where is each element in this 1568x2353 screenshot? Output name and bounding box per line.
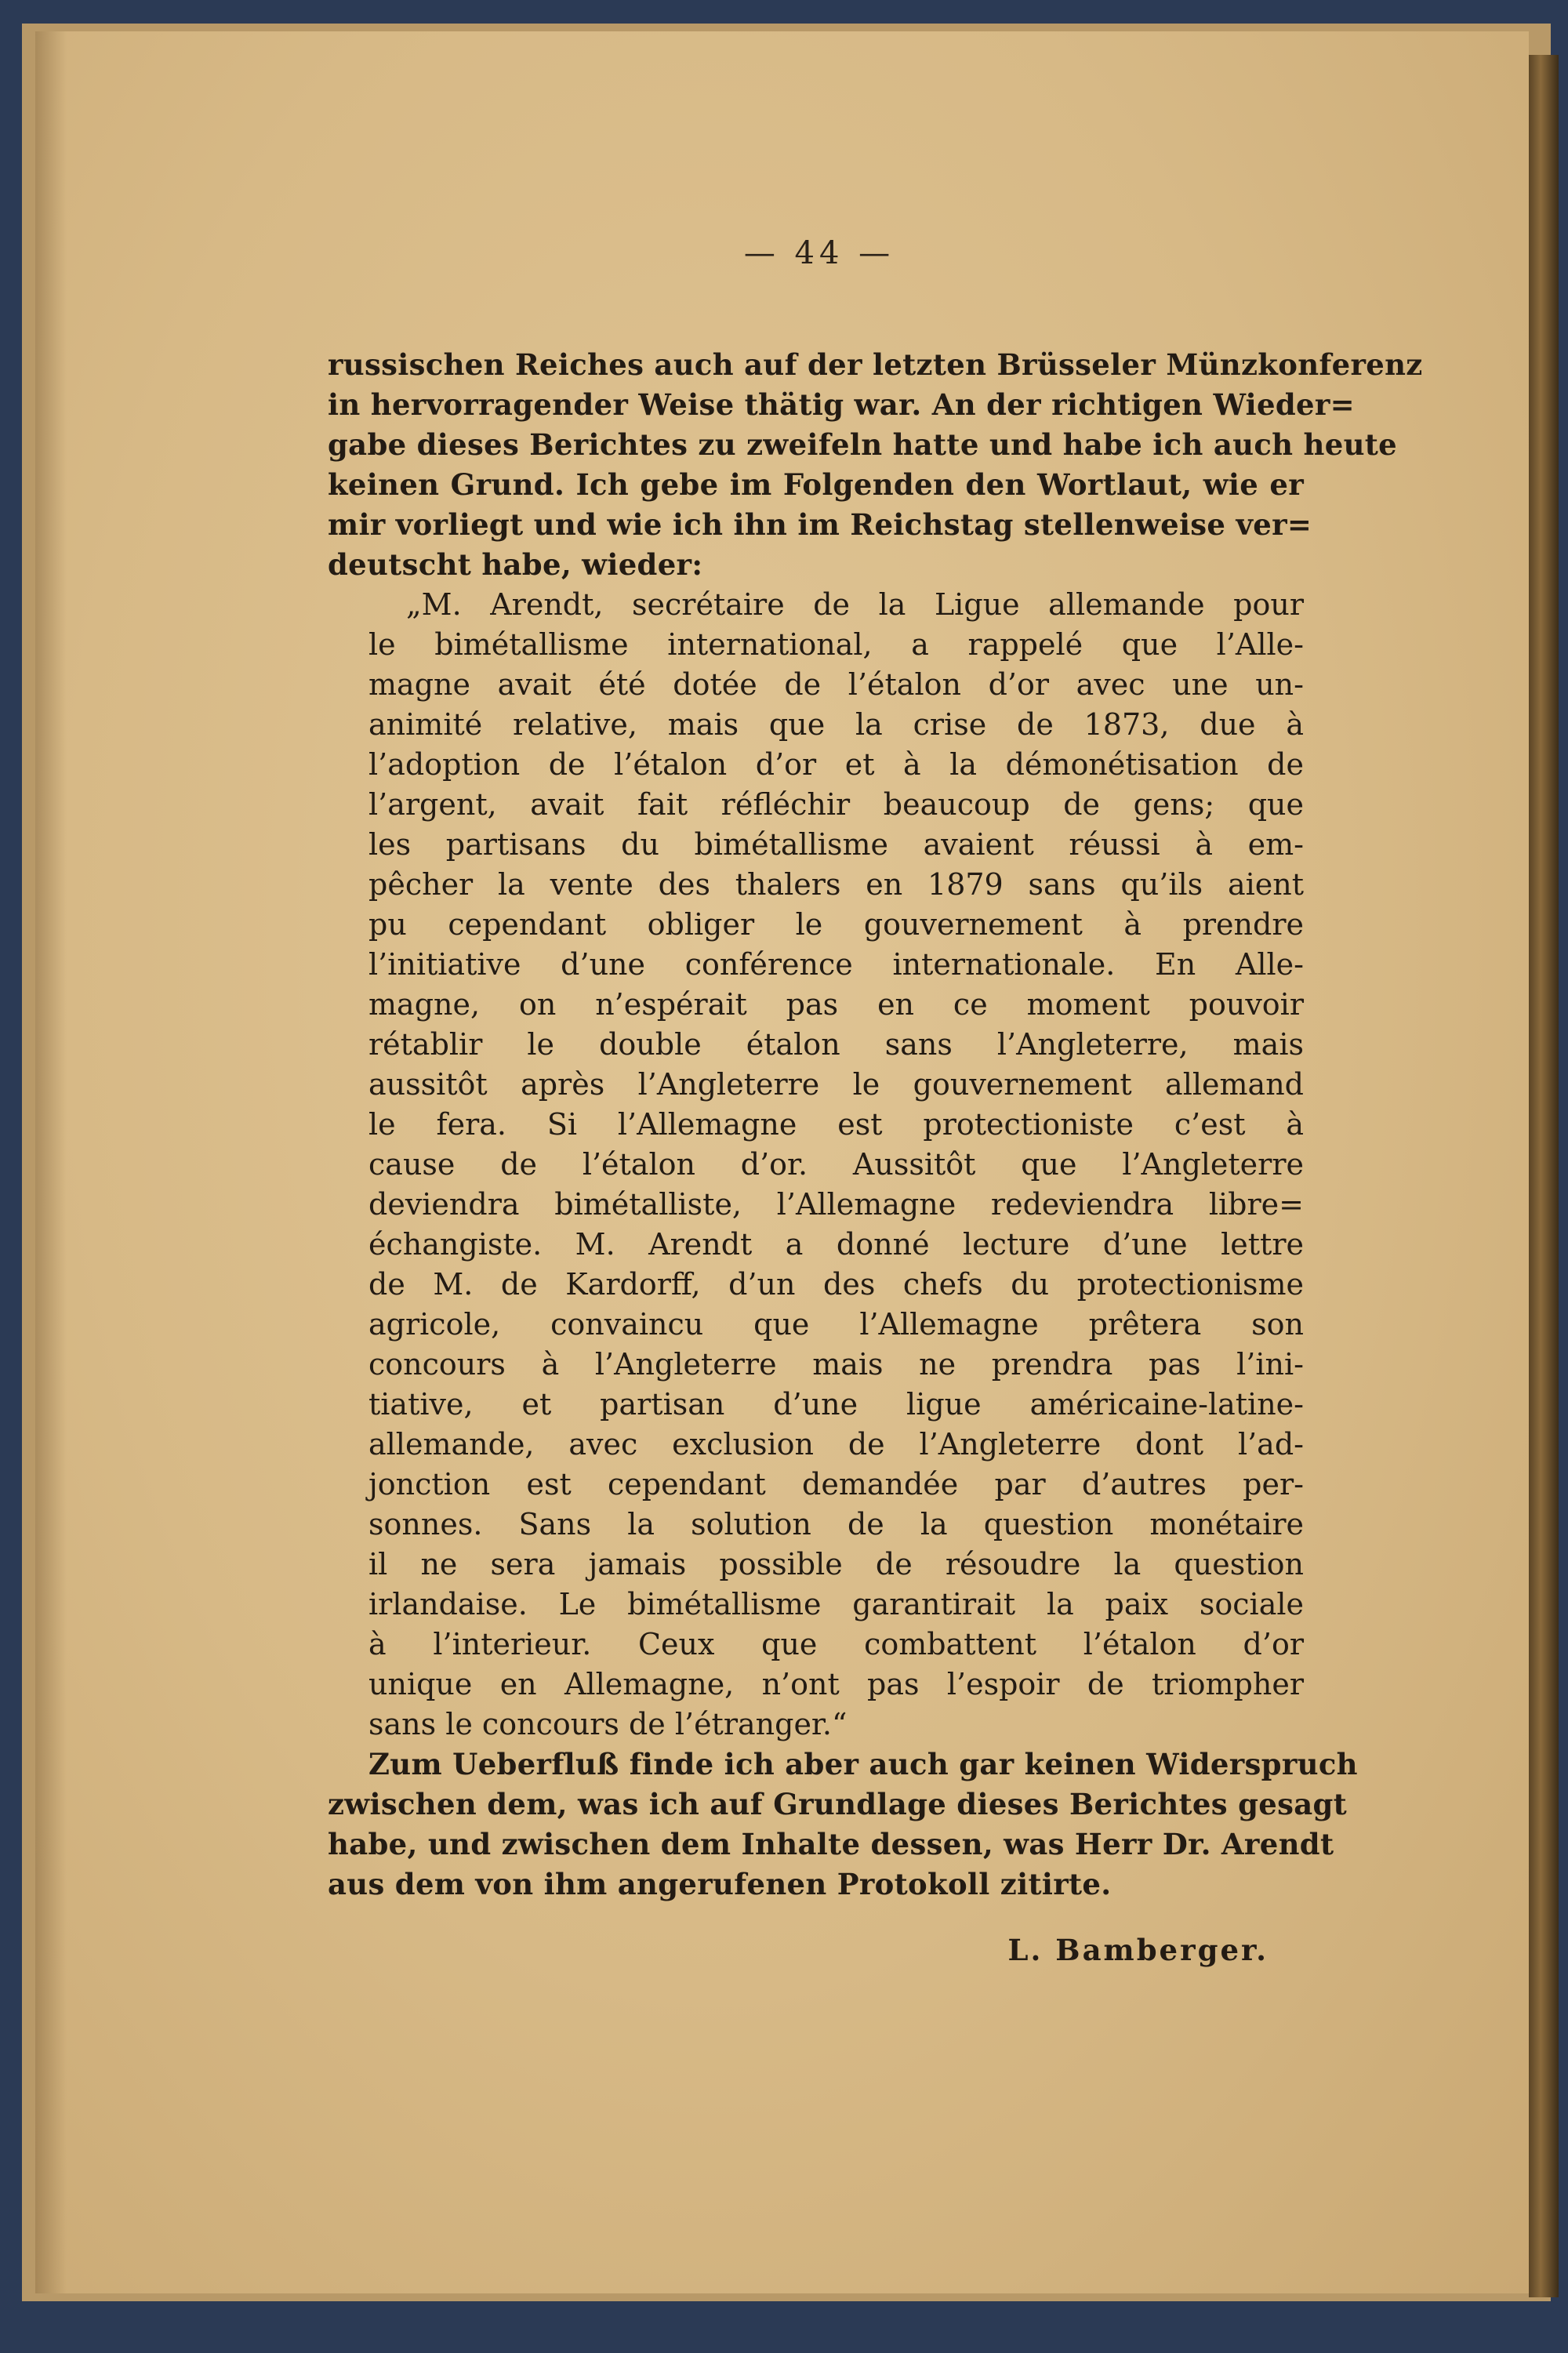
quote-line: le fera. Si l’Allemagne est protectioniste c’est à	[368, 1107, 1304, 1142]
quote-line: il ne sera jamais possible de résoudre la question	[368, 1547, 1304, 1581]
quote-line: animité relative, mais que la crise de 1873, due à	[368, 707, 1304, 742]
quote-line: le bimétallisme international, a rappelé que l’Alle-	[368, 627, 1304, 662]
quote-line: cause de l’étalon d’or. Aussitôt que l’Angleterre	[368, 1147, 1304, 1182]
page-number: — 44 —	[743, 235, 895, 271]
text-line: russischen Reiches auch auf der letzten Brüsseler Münzkonferenz	[328, 347, 1423, 382]
text-line: keinen Grund. Ich gebe im Folgenden den Wortlaut, wie er	[328, 467, 1304, 502]
gutter-shadow	[35, 31, 67, 2293]
page-text	[328, 345, 1423, 1905]
quote-line: de M. de Kardorff, d’un des chefs du protectionisme	[368, 1267, 1304, 1302]
quote-line: l’adoption de l’étalon d’or et à la démonétisation de	[368, 747, 1304, 782]
text-line: mir vorliegt und wie ich ihn im Reichstag stellenweise ver=	[328, 507, 1312, 542]
quote-line: échangiste. M. Arendt a donné lecture d’une lettre	[368, 1227, 1304, 1262]
text-line: Zum Ueberfluß finde ich aber auch gar keinen Widerspruch	[368, 1747, 1358, 1781]
quote-line: deviendra bimétalliste, l’Allemagne redeviendra libre=	[368, 1187, 1304, 1222]
text-line: habe, und zwischen dem Inhalte dessen, was Herr Dr. Arendt	[328, 1827, 1334, 1861]
quote-line: pêcher la vente des thalers en 1879 sans qu’ils aient	[368, 867, 1304, 902]
quote-line: pu cependant obliger le gouvernement à prendre	[368, 907, 1304, 942]
quote-line: à l’interieur. Ceux que combattent l’étalon d’or	[368, 1627, 1304, 1661]
text-line: in hervorragender Weise thätig war. An der richtigen Wieder=	[328, 387, 1355, 422]
quote-line: irlandaise. Le bimétallisme garantirait la paix sociale	[368, 1587, 1304, 1621]
quote-line: allemande, avec exclusion de l’Angleterre dont l’ad-	[368, 1427, 1304, 1462]
quote-line: aussitôt après l’Angleterre le gouvernement allemand	[368, 1067, 1304, 1102]
text-line: aus dem von ihm angerufenen Protokoll zitirte.	[328, 1867, 1112, 1901]
text-line: deutscht habe, wieder:	[328, 547, 703, 582]
page-edge	[1529, 55, 1559, 2297]
quote-line: l’initiative d’une conférence internationale. En Alle-	[368, 947, 1304, 982]
quote-line: l’argent, avait fait réfléchir beaucoup de gens; que	[368, 787, 1304, 822]
quote-line: agricole, convaincu que l’Allemagne prêtera son	[368, 1307, 1304, 1342]
text-line: zwischen dem, was ich auf Grundlage dieses Berichtes gesagt	[328, 1787, 1348, 1821]
quote-line: magne, on n’espérait pas en ce moment pouvoir	[368, 987, 1304, 1022]
quote-line: jonction est cependant demandée par d’autres per-	[368, 1467, 1304, 1501]
quote-line: „M. Arendt, secrétaire de la Ligue allemande pour	[406, 587, 1304, 622]
quote-line: unique en Allemagne, n’ont pas l’espoir de triompher	[368, 1667, 1304, 1701]
quote-line: sans le concours de l’étranger.“	[368, 1707, 848, 1741]
quote-line: rétablir le double étalon sans l’Angleterre, mais	[368, 1027, 1304, 1062]
text-line: gabe dieses Berichtes zu zweifeln hatte und habe ich auch heute	[328, 427, 1397, 462]
quote-line: sonnes. Sans la solution de la question monétaire	[368, 1507, 1304, 1541]
quote-line: les partisans du bimétallisme avaient réussi à em-	[368, 827, 1304, 862]
quote-line: concours à l’Angleterre mais ne prendra pas l’ini-	[368, 1347, 1304, 1382]
author-signature: L. Bamberger.	[1007, 1933, 1269, 1967]
quote-line: magne avait été dotée de l’étalon d’or avec une un-	[368, 667, 1304, 702]
quote-line: tiative, et partisan d’une ligue américaine-latine-	[368, 1387, 1304, 1422]
